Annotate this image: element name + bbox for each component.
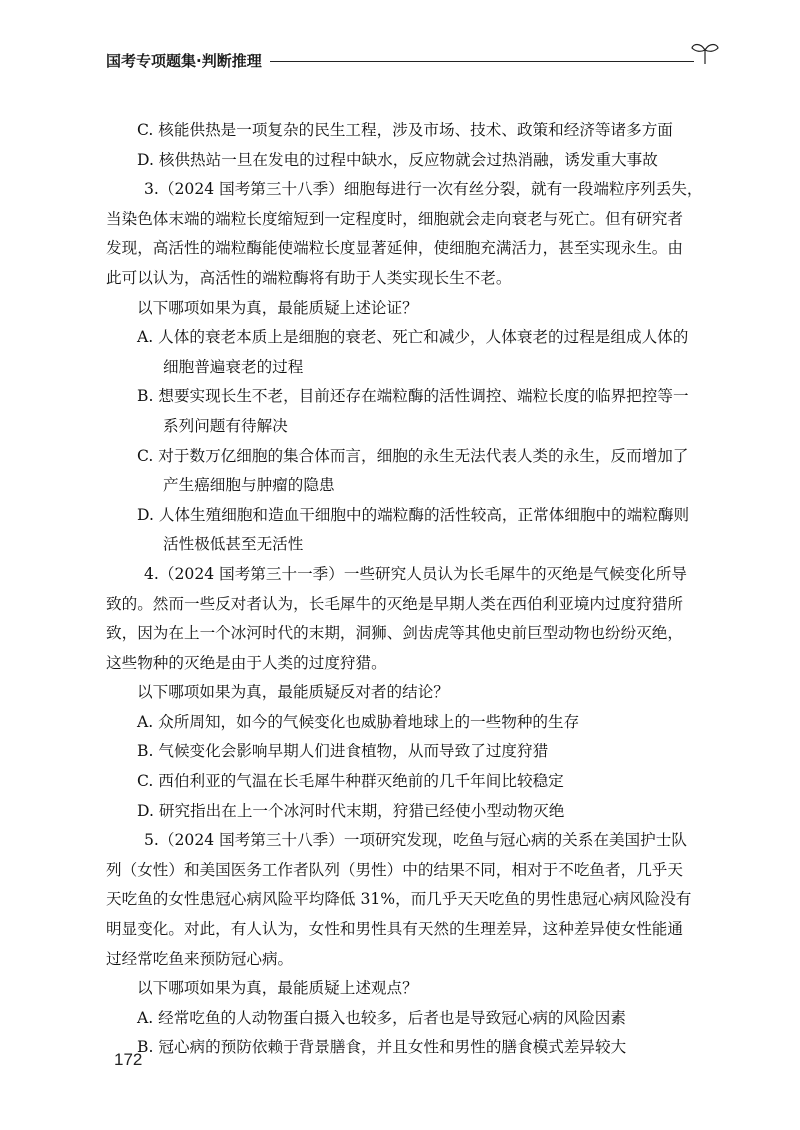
text-line: 活性极低甚至无活性: [163, 535, 304, 554]
sprout-leaf-icon: [690, 40, 720, 66]
text-line: 这些物种的灭绝是由于人类的过度狩猎。: [106, 653, 387, 672]
text-line: B. 想要实现长生不老，目前还存在端粒酶的活性调控、端粒长度的临界把控等一: [137, 387, 689, 406]
text-line: B. 气候变化会影响早期人们进食植物，从而导致了过度狩猎: [137, 742, 549, 761]
text-line: A. 人体的衰老本质上是细胞的衰老、死亡和减少，人体衰老的过程是组成人体的: [137, 328, 689, 347]
text-line: B. 冠心病的预防依赖于背景膳食，并且女性和男性的膳食模式差异较大: [137, 1038, 627, 1057]
text-line: 过经常吃鱼来预防冠心病。: [106, 949, 294, 968]
text-line: C. 西伯利亚的气温在长毛犀牛种群灭绝前的几千年间比较稳定: [137, 772, 564, 791]
text-line: 以下哪项如果为真，最能质疑上述观点？: [137, 979, 418, 998]
text-line: D. 核供热站一旦在发电的过程中缺水，反应物就会过热消融，诱发重大事故: [137, 150, 658, 169]
text-line: A. 经常吃鱼的人动物蛋白摄入也较多，后者也是导致冠心病的风险因素: [137, 1008, 626, 1027]
text-line: 以下哪项如果为真，最能质疑反对者的结论？: [137, 683, 449, 702]
text-line: 当染色体末端的端粒长度缩短到一定程度时，细胞就会走向衰老与死亡。但有研究者: [106, 209, 683, 228]
text-line: C. 对于数万亿细胞的集合体而言，细胞的永生无法代表人类的永生，反而增加了: [137, 446, 689, 465]
text-line: 系列问题有待解决: [163, 416, 288, 435]
text-line: 4.（2024 国考第三十一季）一些研究人员认为长毛犀牛的灭绝是气候变化所导: [144, 564, 687, 583]
text-line: 此可以认为，高活性的端粒酶将有助于人类实现长生不老。: [106, 268, 512, 287]
text-line: 列（女性）和美国医务工作者队列（男性）中的结果不同，相对于不吃鱼者，几乎天: [106, 860, 683, 879]
header-title: 国考专项题集·判断推理: [106, 52, 262, 70]
text-line: 以下哪项如果为真，最能质疑上述论证？: [137, 298, 418, 317]
text-line: C. 核能供热是一项复杂的民生工程，涉及市场、技术、政策和经济等诸多方面: [137, 121, 673, 139]
question-text-body: [106, 116, 706, 1063]
text-line: D. 研究指出在上一个冰河时代末期，狩猎已经使小型动物灭绝: [137, 801, 565, 820]
running-header: [106, 48, 720, 72]
text-line: D. 人体生殖细胞和造血干细胞中的端粒酶的活性较高，正常体细胞中的端粒酶则: [137, 505, 690, 524]
text-line: 天吃鱼的女性患冠心病风险平均降低 31%，而几乎天天吃鱼的男性患冠心病风险没有: [106, 890, 692, 909]
text-line: 3.（2024 国考第三十八季）细胞每进行一次有丝分裂，就有一段端粒序列丢失，: [144, 180, 703, 199]
text-line: 致，因为在上一个冰河时代的末期，洞狮、剑齿虎等其他史前巨型动物也纷纷灭绝，: [106, 624, 683, 643]
page-number: 172: [114, 1050, 143, 1069]
text-line: 发现，高活性的端粒酶能使端粒长度显著延伸，使细胞充满活力，甚至实现永生。由: [106, 239, 683, 258]
text-line: 5.（2024 国考第三十八季）一项研究发现，吃鱼与冠心病的关系在美国护士队: [144, 831, 687, 850]
header-rule: [270, 61, 694, 62]
text-line: A. 众所周知，如今的气候变化也威胁着地球上的一些物种的生存: [137, 712, 580, 731]
text-line: 细胞普遍衰老的过程: [163, 357, 304, 376]
text-line: 产生癌细胞与肿瘤的隐患: [163, 476, 335, 495]
text-line: 明显变化。对此，有人认为，女性和男性具有天然的生理差异，这种差异使女性能通: [106, 920, 683, 939]
text-line: 致的。然而一些反对者认为，长毛犀牛的灭绝是早期人类在西伯利亚境内过度狩猎所: [106, 594, 683, 613]
